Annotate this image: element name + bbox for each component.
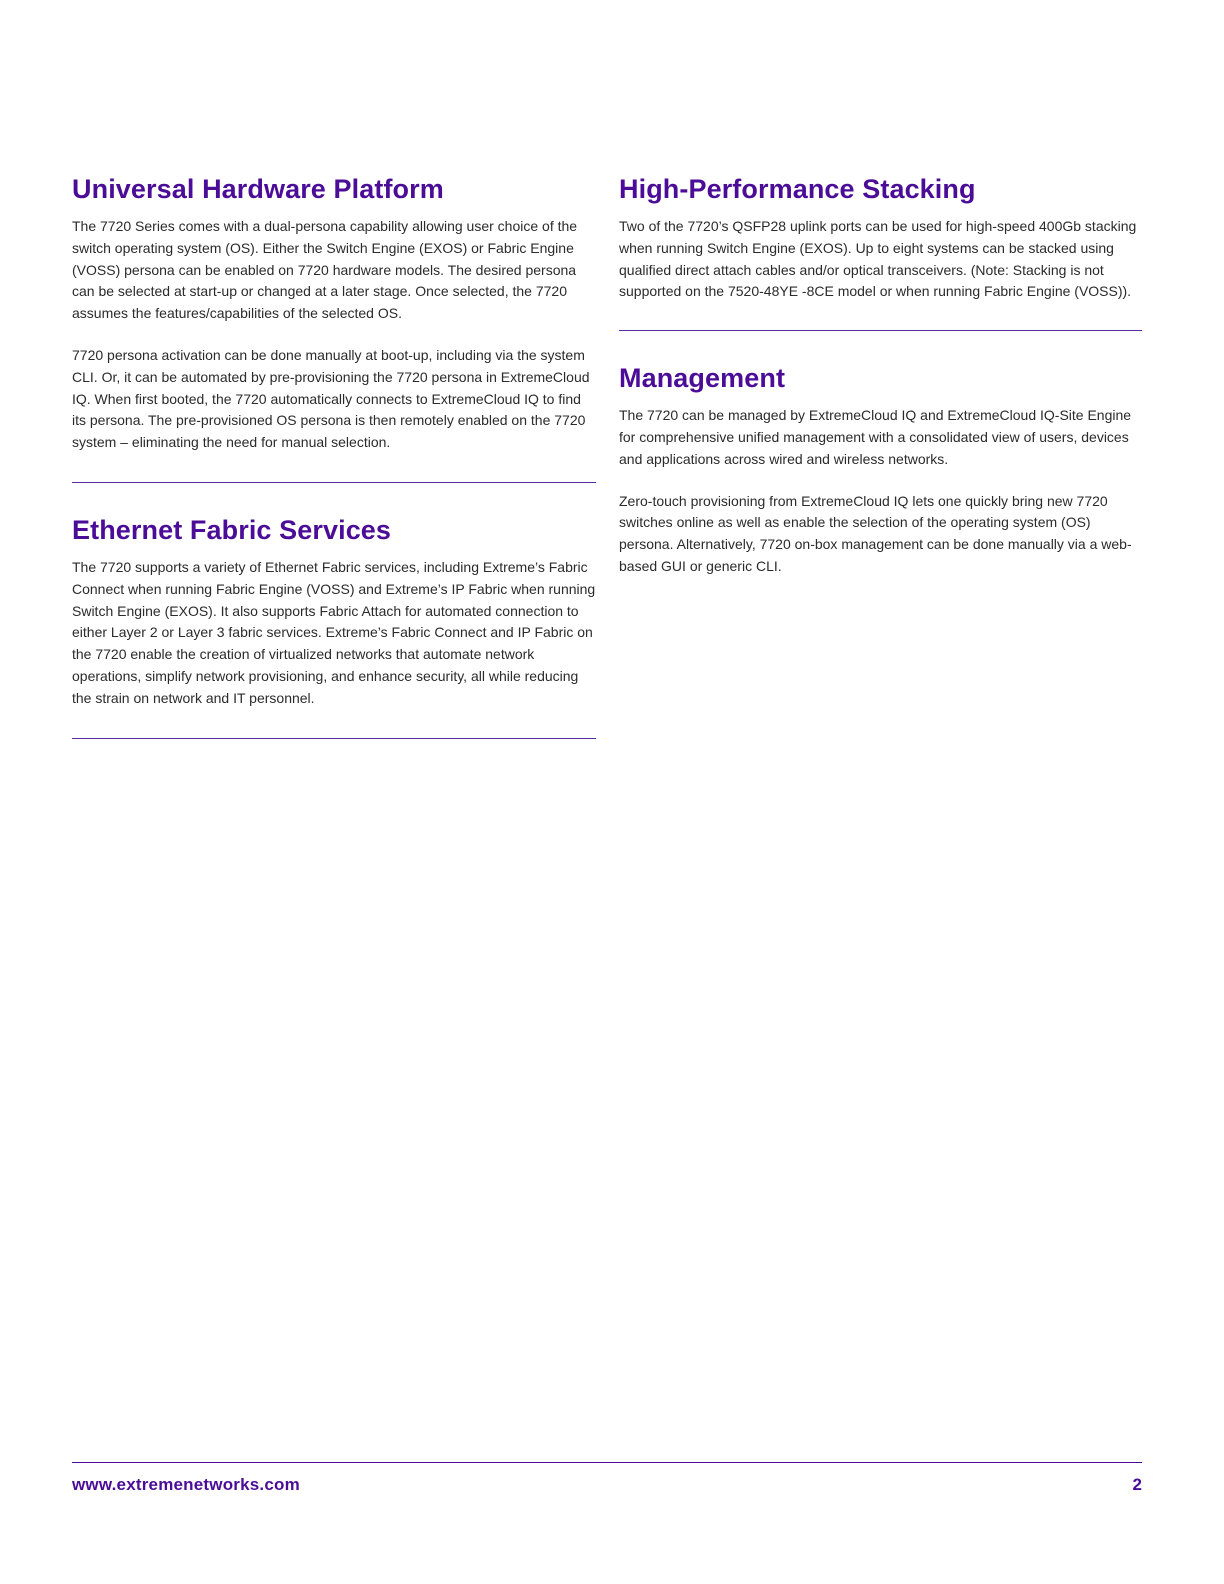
paragraph: 7720 persona activation can be done manually at boot-up, including via the system CLI. Or, it can be automated by pre-provisioning the 7720 persona in ExtremeCloud IQ. When first booted, the 7720 automatically connects to ExtremeCloud IQ to find its persona. The pre-provisioned OS persona is then remotely enabled on the 7720 system – eliminating the need for manual selection. [72,346,590,451]
section-divider [619,330,1142,331]
paragraph: Zero-touch provisioning from ExtremeCloud IQ lets one quickly bring new 7720 switches online as well as enable the selection of the operating system (OS) persona. Alternatively, 7720 on-box management can be done manually via a web-based GUI or generic CLI. [619,492,1132,574]
section-divider [72,738,596,739]
paragraph: Two of the 7720’s QSFP28 uplink ports can be used for high-speed 400Gb stacking when running Switch Engine (EXOS). Up to eight systems can be stacked using qualified direct attach cables and/or optical transceivers. (Note: Stacking is not supported on the 7520-48YE -8CE model or when running Fabric Engine (VOSS)). [619,218,1137,300]
section-title: Management [619,363,786,394]
universal-hardware-platform-section [72,172,596,454]
section-title: High-Performance Stacking [619,174,976,204]
page-number: 2 [1132,1475,1142,1494]
section-title: Universal Hardware Platform [72,174,444,204]
footer-divider [72,1462,1142,1463]
left-column [72,172,596,739]
management-section [619,361,1142,578]
section-divider [72,482,596,483]
section-title: Ethernet Fabric Services [72,514,392,545]
paragraph: The 7720 supports a variety of Ethernet Fabric services, including Extreme’s Fabric Connect when running Fabric Engine (VOSS) and Extreme’s IP Fabric when running Switch Engine (EXOS). It also supports Fabric Attach for automated connection to either Layer 2 or Layer 3 fabric services. Extreme’s Fabric Connect and IP Fabric on the 7720 enable the creation of virtualized networks that automate network operations, simplify network provisioning, and enhance security, all while reducing the strain on network and IT personnel. [72,558,596,706]
high-performance-stacking-section [619,172,1142,303]
paragraph: The 7720 can be managed by ExtremeCloud IQ and ExtremeCloud IQ-Site Engine for comprehensive unified management with a consolidated view of users, devices and applications across wired and wireless networks. [619,407,1132,467]
right-column [619,172,1142,578]
footer-website-link[interactable]: www.extremenetworks.com [72,1475,300,1494]
ethernet-fabric-services-section [72,513,596,710]
paragraph: The 7720 Series comes with a dual-persona capability allowing user choice of the switch operating system (OS). Either the Switch Engine (EXOS) or Fabric Engine (VOSS) persona can be enabled on 7720 hardware models. The desired persona can be selected at start-up or changed at a later stage. Once selected, the 7720 assumes the features/capabilities of the selected OS. [72,218,578,322]
